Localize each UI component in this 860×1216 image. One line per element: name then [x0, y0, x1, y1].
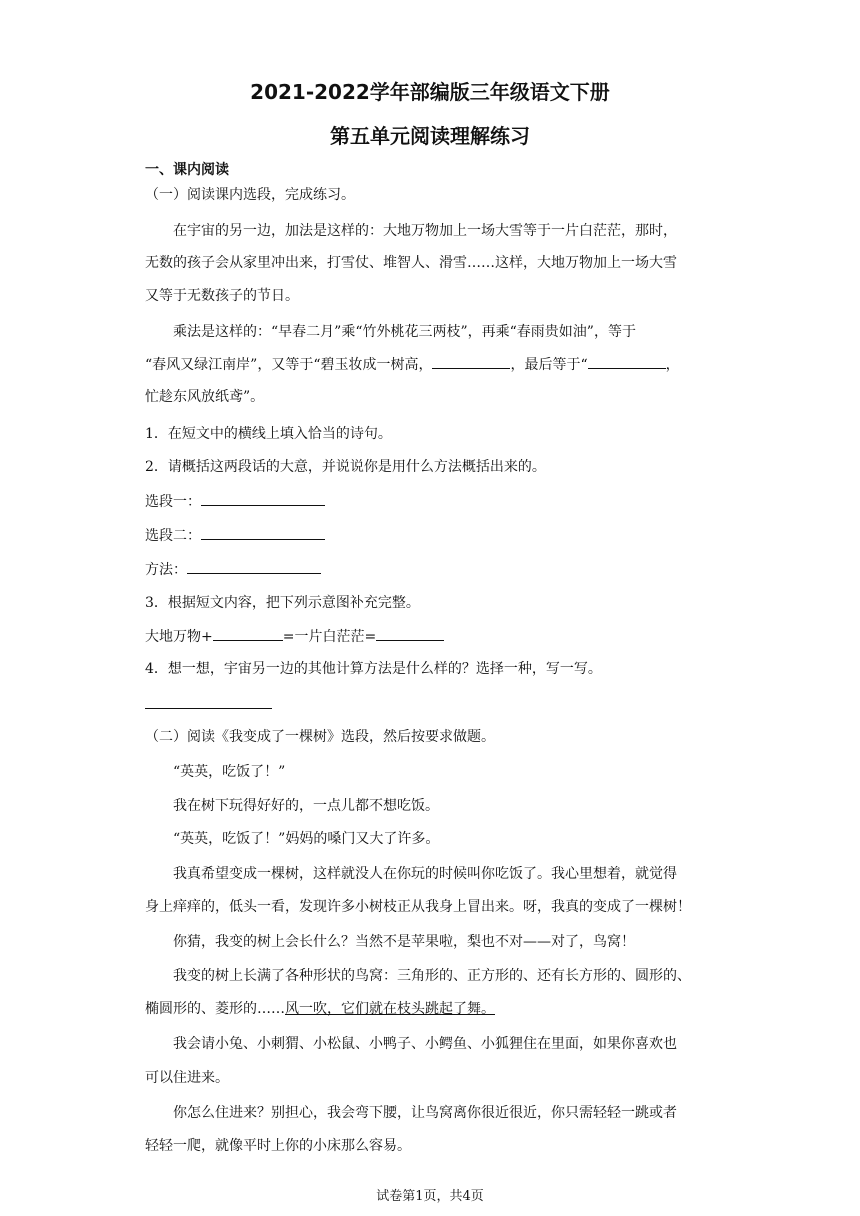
story-line: “英英，吃饭了！”妈妈的嗓门又大了许多。 [173, 831, 440, 847]
story-line: 我真希望变成一棵树，这样就没人在你玩的时候叫你吃饭了。我心里想着，就觉得 [173, 866, 677, 882]
page-footer: 试卷第1页，共4页 [376, 1189, 484, 1204]
diagram-blank-2[interactable] [376, 626, 444, 641]
answer-blank-q4[interactable] [145, 708, 272, 709]
passage2-line: 乘法是这样的：“早春二月”乘“竹外桃花三两枝”，再乘“春雨贵如油”，等于 [173, 324, 636, 340]
underlined-sentence: 风一吹，它们就在枝头跳起了舞。 [285, 1001, 495, 1017]
diagram-blank-1[interactable] [213, 626, 283, 641]
passage2-text: “春风又绿江南岸”，又等于“碧玉妆成一树高， [145, 357, 433, 373]
story-line: 我在树下玩得好好的，一点儿都不想吃饭。 [173, 798, 439, 814]
story-line: 可以住进来。 [145, 1070, 229, 1086]
passage1-line: 在宇宙的另一边，加法是这样的：大地万物加上一场大雪等于一片白茫茫，那时， [173, 223, 677, 239]
story-text: 椭圆形的、菱形的…… [145, 1001, 285, 1017]
answer-label: 选段一： [145, 494, 201, 510]
passage1-line: 又等于无数孩子的节日。 [145, 288, 299, 304]
exam-title: 2021-2022学年部编版三年级语文下册 [250, 80, 610, 104]
story-line [145, 999, 495, 1019]
section-heading: 一、课内阅读 [145, 162, 229, 178]
answer-label: 方法： [145, 562, 187, 578]
part2-intro: （二）阅读《我变成了一棵树》选段，然后按要求做题。 [145, 729, 495, 745]
exam-subtitle: 第五单元阅读理解练习 [330, 124, 530, 148]
passage2-line [145, 354, 680, 375]
question-4: 4．想一想，宇宙另一边的其他计算方法是什么样的？选择一种，写一写。 [145, 661, 602, 677]
question-2: 2．请概括这两段话的大意，并说说你是用什么方法概括出来的。 [145, 459, 546, 475]
question-3: 3．根据短文内容，把下列示意图补充完整。 [145, 595, 420, 611]
answer-line-1 [145, 491, 325, 512]
story-line: 你怎么住进来？别担心，我会弯下腰，让鸟窝离你很近很近，你只需轻轻一跳或者 [173, 1105, 677, 1121]
story-line: “英英，吃饭了！” [173, 764, 286, 780]
story-line: 身上痒痒的，低头一看，发现许多小树枝正从我身上冒出来。呀，我真的变成了一棵树！ [145, 899, 691, 915]
answer-line-3 [145, 559, 321, 580]
passage2-line: 忙趁东风放纸鸢”。 [145, 389, 265, 405]
answer-blank[interactable] [201, 491, 325, 506]
answer-blank[interactable] [187, 559, 321, 574]
story-line: 我会请小兔、小刺猬、小松鼠、小鸭子、小鳄鱼、小狐狸住在里面，如果你喜欢也 [173, 1036, 677, 1052]
story-line: 我变的树上长满了各种形状的鸟窝：三角形的、正方形的、还有长方形的、圆形的、 [173, 968, 691, 984]
poem-blank-1[interactable] [432, 354, 510, 369]
story-line: 轻轻一爬，就像平时上你的小床那么容易。 [145, 1138, 411, 1154]
part1-intro: （一）阅读课内选段，完成练习。 [145, 187, 355, 203]
answer-label: 选段二： [145, 528, 201, 544]
passage1-line: 无数的孩子会从家里冲出来，打雪仗、堆智人、滑雪……这样，大地万物加上一场大雪 [145, 255, 677, 271]
diagram-text: =一片白茫茫= [282, 629, 377, 645]
passage2-text: ， [665, 357, 680, 373]
question-1: 1．在短文中的横线上填入恰当的诗句。 [145, 426, 392, 442]
passage2-text: ，最后等于“ [510, 357, 588, 373]
answer-blank[interactable] [201, 525, 325, 540]
answer-line-2 [145, 525, 325, 546]
story-line: 你猜，我变的树上会长什么？当然不是苹果啦，梨也不对——对了，鸟窝！ [173, 934, 635, 950]
diagram-text: 大地万物+ [145, 629, 213, 645]
poem-blank-2[interactable] [588, 354, 666, 369]
diagram-line [145, 626, 444, 647]
